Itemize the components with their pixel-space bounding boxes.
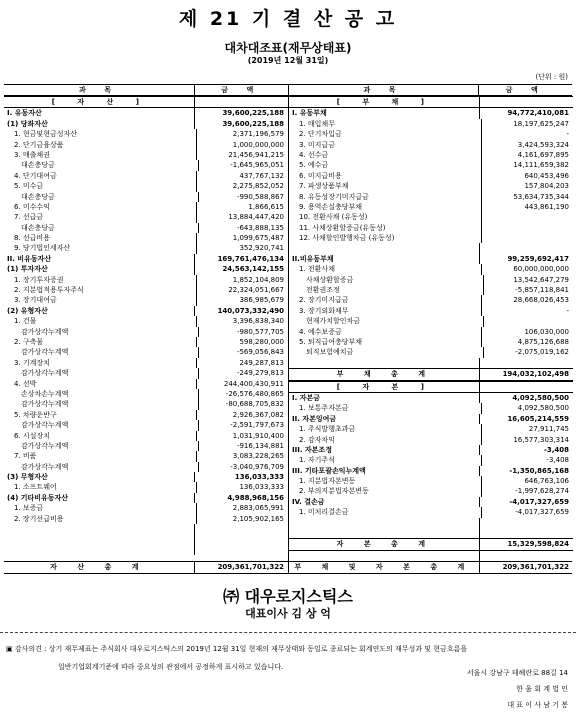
account-name: 2. 부의지분법자본변동 [299,487,369,496]
account-name: 감가상각누계액 [21,348,69,357]
account-amount: 2,926,367,082 [196,410,288,420]
account-amount: - [481,129,573,139]
table-row [4,119,288,129]
table-row [289,337,573,347]
account-amount: -26,576,480,865 [198,389,288,399]
table-row [4,534,288,544]
notice-title: 제 21 기 결 산 공 고 [178,8,398,30]
account-amount: 136,033,333 [194,472,288,482]
account-amount: 443,861,190 [481,202,573,212]
account-name: 5. 차량운반구 [14,410,57,419]
account-amount: 16,605,214,559 [479,414,573,424]
account-amount: 99,259,692,417 [479,254,573,264]
account-name: 4. 예수보증금 [299,327,342,336]
account-amount: 16,577,303,314 [481,435,573,445]
table-row [4,441,288,451]
table-row [289,435,573,445]
account-name: 1. 현금및현금성자산 [14,130,77,139]
account-name: 3. 미지급금 [299,140,335,149]
account-amount [479,518,573,528]
account-name: 1. 보증금 [14,504,44,513]
table-row [4,379,288,389]
statement-title: 대차대조표(재무상태표) [224,41,352,55]
account-amount: 1,031,910,400 [196,431,288,441]
account-amount: -249,279,813 [198,368,288,378]
assets-total-label: 자 산 총 계 [50,563,148,572]
account-amount: 60,000,000,000 [481,264,573,274]
account-name: 11. 사채상환할증금(유동성) [299,223,386,232]
table-row [4,306,288,316]
table-row [4,243,288,253]
account-amount: 437,767,132 [196,171,288,181]
assets-total-value: 209,361,701,322 [194,562,288,573]
account-name: 6. 미수수익 [14,202,50,211]
table-row [289,150,573,160]
account-amount: 18,197,625,247 [481,119,573,129]
account-amount: -4,017,327,659 [481,507,573,517]
table-row [289,486,573,496]
account-name: 3. 장기대여금 [14,296,57,305]
table-row [289,181,573,191]
account-name: 6. 시설장치 [14,431,50,440]
account-amount: 94,772,410,081 [479,108,573,118]
account-name: 12. 사채할인발행차금 (유동성) [299,234,395,243]
account-name: II. 비유동자산 [7,254,52,263]
account-name: 2. 장기선급비용 [14,514,64,523]
account-name: 4. 선박 [14,379,37,388]
grand-totals-row [4,561,572,573]
account-name: III. 기타포괄손익누계액 [292,466,366,475]
account-amount: -1,997,628,274 [481,486,573,496]
company-ceo: 대표이사 김 상 억 [245,607,331,620]
auditor-address: 서울시 강남구 테헤란로 88길 14 [466,669,568,677]
table-row [4,410,288,420]
table-row [289,108,573,118]
account-amount: -643,888,135 [198,223,288,233]
account-amount: 244,400,430,911 [196,379,288,389]
account-amount: 4,092,580,500 [479,393,573,403]
account-name: 대손충당금 [21,161,55,170]
account-amount: 1,866,615 [196,202,288,212]
account-amount [479,551,573,561]
table-row [4,482,288,492]
table-row [289,368,573,380]
account-amount: 352,920,741 [196,243,288,253]
account-name: 1. 건물 [14,317,37,326]
account-name: 1. 보통주자본금 [299,404,349,413]
account-name [4,545,194,555]
table-row [289,445,573,455]
table-row [289,414,573,424]
account-amount: 1,000,000,000 [196,140,288,150]
account-name: 2. 지분법적용투자주식 [14,286,84,295]
account-amount: -80,688,705,832 [198,399,288,409]
account-amount: 3,396,838,340 [196,316,288,326]
table-row [4,223,288,233]
account-name: (1) 당좌자산 [7,119,48,128]
account-name [289,551,479,561]
table-row [4,347,288,357]
table-row [289,160,573,170]
account-name: 4. 선수금 [299,150,329,159]
account-name: 7. 비품 [14,452,37,461]
account-amount: 39,600,225,188 [194,119,288,129]
account-amount: 386,985,679 [196,295,288,305]
table-row [289,403,573,413]
account-amount [194,97,288,107]
account-name: 현재가치할인차금 [306,317,361,326]
account-name: 6. 미지급비용 [299,171,342,180]
table-row [4,96,288,108]
account-name [289,243,479,253]
account-amount: 15,329,598,824 [479,539,573,549]
table-row [4,524,288,534]
account-amount: 24,563,142,155 [194,264,288,274]
table-row [4,389,288,399]
account-amount: 640,453,496 [481,171,573,181]
table-row [4,472,288,482]
table-row [4,140,288,150]
account-amount: -4,017,327,659 [479,497,573,507]
account-amount [194,545,288,555]
audit-opinion-line2: 일반기업회계기준에 따라 중요성의 관점에서 공정하게 표시하고 있습니다. [58,663,284,671]
table-row [4,337,288,347]
account-amount: 14,111,659,382 [481,160,573,170]
table-row [289,358,573,368]
account-amount: - [481,306,573,316]
account-name: 5. 미수금 [14,182,44,191]
table-row [289,212,573,222]
account-name: 1. 미처리결손금 [299,508,349,517]
account-name: 7. 선급금 [14,213,44,222]
table-row [289,96,573,108]
account-amount [479,382,573,392]
account-amount: 106,030,000 [481,327,573,337]
account-amount: 2,105,902,165 [196,514,288,524]
table-row [4,503,288,513]
account-amount [194,524,288,534]
account-amount [194,534,288,544]
account-name: 대손충당금 [21,223,55,232]
account-name [289,528,479,538]
table-row [4,358,288,368]
table-row [4,264,288,274]
table-row [289,295,573,305]
account-name: 3. 기계장치 [14,358,50,367]
auditor-block [467,667,568,711]
table-row [289,316,573,326]
account-name: 4. 단기대여금 [14,171,57,180]
account-name: 대손충당금 [21,192,55,201]
account-amount: 28,668,026,453 [481,295,573,305]
table-row [4,451,288,461]
table-row [4,192,288,202]
table-row [289,393,573,403]
table-row [4,212,288,222]
table-row [289,424,573,434]
table-row [4,514,288,524]
account-name: 사채상환할증금 [306,275,354,284]
account-name: (2) 유형자산 [7,306,48,315]
table-row [4,254,288,264]
account-name [4,534,194,544]
account-name: 2. 감자차익 [299,435,335,444]
account-amount: 2,371,196,579 [196,129,288,139]
account-amount: 157,804,203 [481,181,573,191]
table-row [4,129,288,139]
account-amount: 2,883,065,991 [196,503,288,513]
table-row [289,528,573,538]
table-row [4,181,288,191]
account-amount: 140,073,332,490 [194,306,288,316]
account-amount: 2,275,852,052 [196,181,288,191]
balance-sheet [4,84,572,574]
account-amount: -3,408 [479,445,573,455]
table-row [4,233,288,243]
account-amount: -2,591,797,673 [198,420,288,430]
account-name: 9. 용역손실충당부채 [299,202,362,211]
account-name: II.비유동부채 [292,254,334,263]
account-amount: 1,852,104,809 [196,275,288,285]
account-name: 2. 장기미지급금 [299,296,349,305]
account-amount: 136,033,333 [196,482,288,492]
table-row [4,285,288,295]
account-amount: 13,884,447,420 [196,212,288,222]
account-name: 2. 단기차입금 [299,130,342,139]
header-account-left: 과 목 [4,85,195,95]
account-name: 3. 매출채권 [14,150,50,159]
account-amount: 249,287,813 [196,358,288,368]
table-row [289,551,573,561]
table-row [4,462,288,472]
table-row [289,192,573,202]
account-name: 9. 당기법인세자산 [14,244,71,253]
account-amount: 22,324,051,667 [196,285,288,295]
table-row [289,347,573,357]
auditor-ceo: 대 표 이 사 남 기 봉 [507,701,568,709]
account-name: I. 유동부채 [292,109,327,118]
table-row [289,497,573,507]
account-amount: -5,857,118,841 [483,285,573,295]
account-amount: 53,634,735,344 [481,192,573,202]
account-amount: -2,075,019,162 [483,347,573,357]
table-row [4,493,288,503]
account-name: 감가상각누계액 [21,441,69,450]
table-row [4,431,288,441]
table-row [289,171,573,181]
account-name: 1. 전환사채 [299,265,335,274]
table-row [4,275,288,285]
table-row [289,202,573,212]
account-name: (1) 투자자산 [7,265,48,274]
account-name: 감가상각누계액 [21,327,69,336]
table-row [289,243,573,253]
account-amount [479,243,573,253]
account-name: 1. 소프트웨어 [14,483,57,492]
account-amount [479,358,573,368]
account-amount: 4,988,968,156 [194,493,288,503]
table-row [289,264,573,274]
table-row [4,368,288,378]
header-account-right: 과 목 [289,85,480,95]
account-name: [ 자 산 ] [51,98,149,106]
header-amount-left: 금 액 [195,85,289,95]
account-amount: -3,408 [481,455,573,465]
table-row [289,518,573,528]
account-amount: 27,911,745 [481,424,573,434]
table-row [289,140,573,150]
account-name: 5. 퇴직급여충당부채 [299,337,362,346]
assets-column [4,96,289,561]
account-name: 2. 구축물 [14,337,44,346]
account-amount: -1,645,965,051 [198,160,288,170]
table-header [4,85,572,96]
account-name: III. 자본조정 [292,445,332,454]
account-name: 자 본 총 계 [336,540,434,549]
table-row [289,233,573,243]
account-amount: 646,763,106 [481,476,573,486]
table-row [4,108,288,118]
account-name: 5. 예수금 [299,161,329,170]
account-name [289,358,479,368]
account-amount [481,233,573,243]
account-name: [ 부 채 ] [336,98,434,106]
table-row [289,327,573,337]
table-row [289,381,573,393]
divider [0,632,576,633]
account-name: 부 채 총 계 [336,370,434,379]
account-amount: 4,092,580,500 [481,403,573,413]
account-amount: -980,577,705 [198,327,288,337]
account-name: IV. 결손금 [292,497,325,506]
account-name [289,518,479,528]
account-name: 1. 주식발행초과금 [299,425,356,434]
table-row [4,420,288,430]
table-row [289,466,573,476]
account-amount: -916,134,881 [198,441,288,451]
header-amount-right: 금 액 [505,86,546,94]
account-name: 퇴직보험예치금 [306,348,354,357]
account-amount [479,97,573,107]
account-amount: 598,280,000 [196,337,288,347]
account-amount [481,212,573,222]
table-row [4,316,288,326]
liab-equity-total-value: 209,361,701,322 [479,562,573,573]
account-name: 감가상각누계액 [21,462,69,471]
table-row [4,295,288,305]
account-name: 10. 전환사채 (유동성) [299,213,368,222]
table-row [4,399,288,409]
account-amount: 39,600,225,188 [194,108,288,118]
account-amount [481,223,573,233]
liabilities-equity-column [289,96,573,561]
account-amount: 4,875,126,688 [481,337,573,347]
table-row [289,476,573,486]
account-amount [483,316,573,326]
table-row [4,160,288,170]
account-name: 손상차손누계액 [21,389,69,398]
account-name: 8. 유동성장기미지급금 [299,192,369,201]
table-row [4,150,288,160]
table-row [289,254,573,264]
account-name: 1. 매입채무 [299,119,335,128]
account-amount: 3,083,228,265 [196,451,288,461]
table-row [4,327,288,337]
unit-label: (단위 : 원) [535,73,568,81]
account-name: 감가상각누계액 [21,400,69,409]
account-amount: -1,350,865,168 [479,466,573,476]
account-name: 1. 장기투자증권 [14,275,64,284]
table-row [289,275,573,285]
table-row [289,306,573,316]
account-amount: -569,056,843 [198,347,288,357]
table-row [289,538,573,550]
account-name: 7. 파생상품부채 [299,182,349,191]
account-name: 감가상각누계액 [21,369,69,378]
liab-equity-total-label: 부 채 및 자 본 총 계 [294,563,474,572]
account-name: (4) 기타비유동자산 [7,493,69,502]
account-amount: -990,588,867 [198,192,288,202]
table-row [4,171,288,181]
account-name: I. 자본금 [292,393,320,402]
account-name: 감가상각누계액 [21,421,69,430]
account-amount: 4,161,697,895 [481,150,573,160]
table-row [4,202,288,212]
account-name: 1. 지분법자본변동 [299,477,356,486]
account-name [4,524,194,534]
table-row [289,223,573,233]
account-name: I. 유동자산 [7,109,42,118]
table-row [289,285,573,295]
statement-date: (2019년 12월 31일) [247,56,329,65]
account-name: 2. 단기금융상품 [14,140,64,149]
table-row [289,129,573,139]
account-name: 8. 선급비용 [14,234,50,243]
table-row [289,455,573,465]
account-name: (3) 무형자산 [7,473,48,482]
account-amount [479,528,573,538]
account-amount: 1,099,675,487 [196,233,288,243]
account-name: [ 자 본 ] [336,382,434,391]
account-amount: 21,456,941,215 [196,150,288,160]
auditor-firm: 한 울 회 계 법 인 [516,685,568,693]
account-name: 전환권조정 [306,286,340,295]
account-amount: 194,032,102,498 [479,369,573,379]
account-name: 1. 자기주식 [299,456,335,465]
company-name: ㈜ 대우로지스틱스 [223,587,353,606]
account-name: II. 자본잉여금 [292,414,337,423]
account-name: 3. 장기외화채무 [299,306,349,315]
table-row [289,119,573,129]
account-amount: -3,040,976,709 [198,462,288,472]
account-amount: 13,542,647,279 [483,275,573,285]
account-amount: 3,424,593,324 [481,140,573,150]
account-amount: 169,761,476,134 [194,254,288,264]
audit-opinion-line1: ▣ 감사의견 : 상기 재무제표는 주식회사 대우로지스틱스의 2019년 12월 31일 현재의 재무상태와 동일로 종료되는 회계연도의 재무성과 및 현금흐름을 [6,645,468,653]
table-row [4,545,288,555]
table-row [289,507,573,517]
